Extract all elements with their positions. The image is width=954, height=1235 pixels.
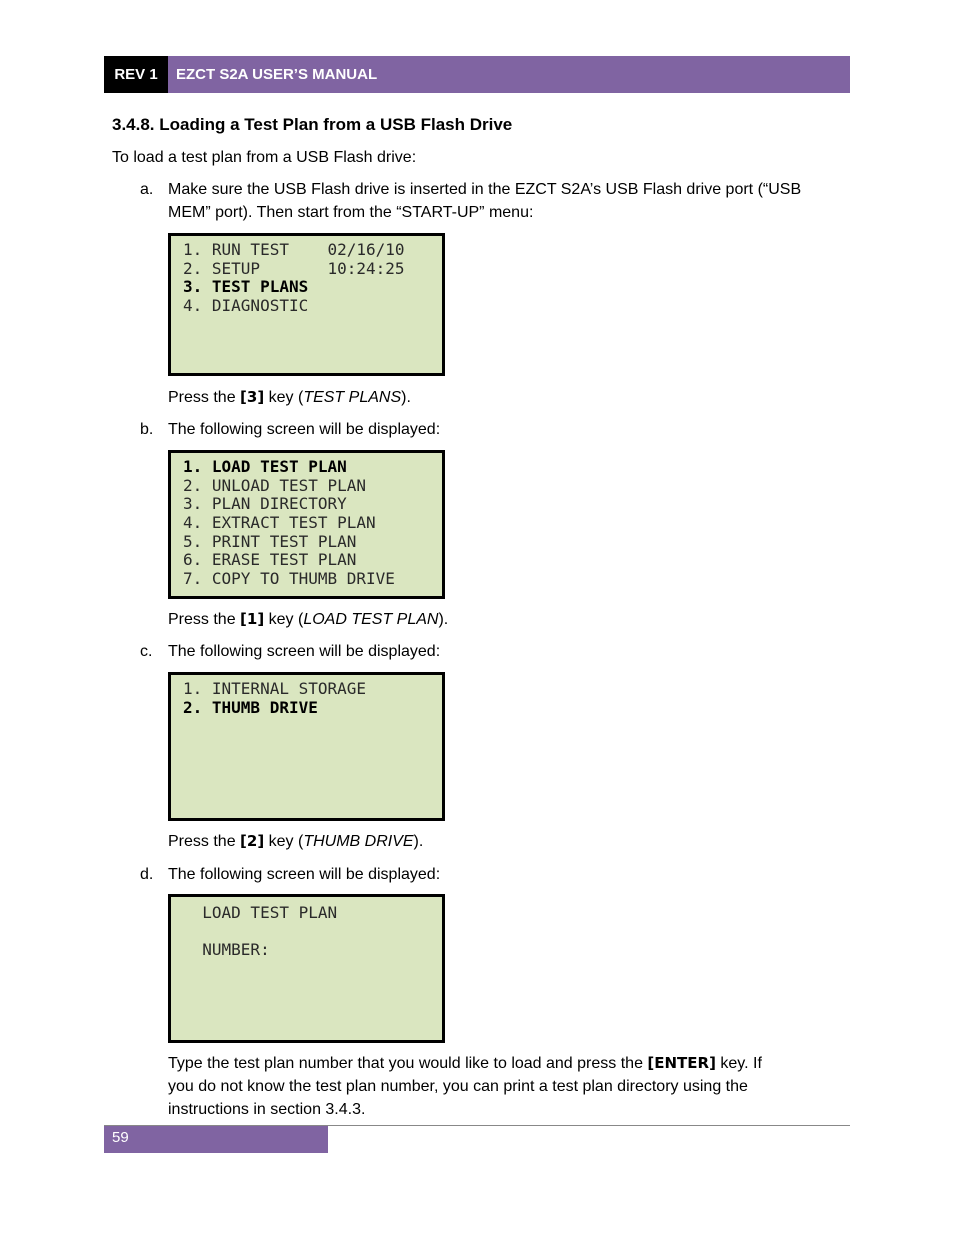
step-a-text-line1: Make sure the USB Flash drive is inserted in the EZCT S2A’s USB Flash drive port (“USB (168, 181, 802, 198)
lcd-line: 7. COPY TO THUMB DRIVE (183, 569, 395, 589)
key-name: TEST PLANS (303, 389, 402, 406)
lcd-line (183, 923, 442, 942)
type-text: key. If (715, 1055, 762, 1072)
key-label: [1] (240, 610, 265, 628)
step-b-text: The following screen will be displayed: (168, 421, 441, 438)
manual-title: EZCT S2A USER’S MANUAL (176, 66, 378, 83)
step-a-text-line2: MEM” port). Then start from the “START-UP” menu: (168, 204, 534, 221)
lcd-line-selected: 3. TEST PLANS (183, 277, 309, 297)
step-d-line3: instructions in section 3.4.3. (168, 1101, 366, 1118)
step-d-text: The following screen will be displayed: (168, 866, 441, 883)
press-text: Press the (168, 611, 241, 628)
step-d-line2: you do not know the test plan number, you can print a test plan directory using the (168, 1078, 748, 1095)
key-label: [ENTER] (647, 1054, 716, 1072)
step-c-marker: c. (140, 643, 153, 660)
lcd-screen-storage-select (168, 672, 445, 821)
lcd-line: 4. DIAGNOSTIC (183, 296, 309, 316)
type-text: Type the test plan number that you would like to load and press the (168, 1055, 648, 1072)
press-text: ). (401, 389, 411, 406)
press-text: key ( (264, 833, 304, 850)
header-bar (104, 56, 850, 93)
lcd-line: 4. EXTRACT TEST PLAN (183, 513, 376, 533)
lcd-line: 5. PRINT TEST PLAN (183, 531, 357, 551)
lcd-line: LOAD TEST PLAN (183, 903, 338, 922)
step-a-press-instruction (168, 386, 411, 409)
lcd-line: 3. PLAN DIRECTORY (183, 494, 347, 514)
press-text: key ( (264, 389, 304, 406)
lcd-line-selected: 1. LOAD TEST PLAN (183, 457, 347, 476)
press-text: ). (413, 833, 424, 850)
revision-label: REV 1 (104, 56, 168, 93)
lcd-line-selected: 2. THUMB DRIVE (183, 697, 318, 717)
press-text: ). (438, 611, 449, 628)
step-c-text: The following screen will be displayed: (168, 643, 441, 660)
intro-text: To load a test plan from a USB Flash drive: (112, 149, 417, 166)
press-text: Press the (168, 389, 241, 406)
step-d-marker: d. (140, 866, 154, 883)
lcd-screen-startup (168, 233, 445, 376)
step-a-marker: a. (140, 181, 154, 198)
press-text: Press the (168, 833, 241, 850)
lcd-line: 2. UNLOAD TEST PLAN (183, 475, 367, 495)
key-label: [2] (240, 832, 265, 850)
press-text: key ( (264, 611, 304, 628)
lcd-screen-load-number (168, 894, 445, 1043)
lcd-line: NUMBER: (183, 940, 270, 960)
step-b-marker: b. (140, 421, 154, 438)
section-title: 3.4.8. Loading a Test Plan from a USB Flash Drive (112, 115, 513, 134)
page-number: 59 (104, 1126, 328, 1153)
key-name: LOAD TEST PLAN (303, 611, 439, 628)
lcd-screen-test-plans-menu (168, 450, 445, 599)
key-label: [3] (240, 388, 265, 406)
key-name: THUMB DRIVE (303, 833, 414, 850)
lcd-line: 2. SETUP 10:24:25 (183, 258, 405, 278)
step-c-press-instruction (168, 830, 423, 853)
step-d-type-instruction (168, 1052, 762, 1075)
lcd-line: 1. RUN TEST 02/16/10 (183, 240, 405, 259)
step-b-press-instruction (168, 608, 448, 631)
lcd-line: 1. INTERNAL STORAGE (183, 679, 367, 698)
lcd-line: 6. ERASE TEST PLAN (183, 550, 357, 570)
